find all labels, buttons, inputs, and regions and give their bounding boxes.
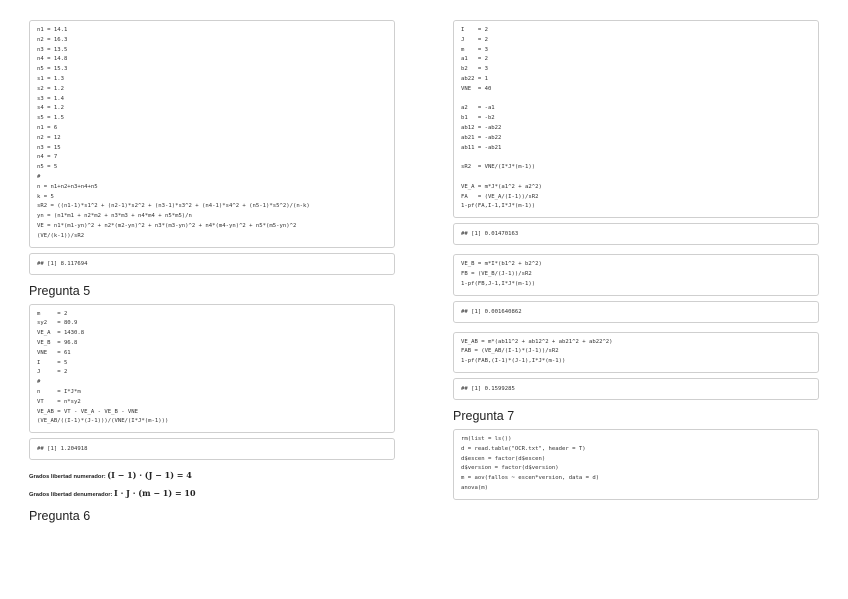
- code-output: ## [1] 0.01470163: [453, 223, 819, 245]
- code-block: [29, 304, 395, 434]
- code-line: b1 = -b2: [461, 115, 495, 122]
- code-line: a1 = 2: [461, 56, 488, 63]
- code-line: n5 = 5: [37, 164, 58, 171]
- math-formula: (I − 1) · (J − 1) = 4: [107, 470, 192, 481]
- code-line: s4 = 1.2: [37, 105, 64, 112]
- code-line: ab21 = -ab22: [461, 134, 502, 141]
- code-line: m = aov(fallos ~ escen*version, data = d): [461, 475, 600, 482]
- code-line: J = 2: [461, 36, 488, 43]
- code-line: 1-pf(FA,I-1,I*J*(m-1)): [461, 203, 536, 210]
- code-line: a2 = -a1: [461, 105, 495, 112]
- code-line: s1 = 1.3: [37, 75, 64, 82]
- degrees-freedom-denominator: [29, 487, 395, 501]
- code-line: #: [37, 379, 41, 386]
- code-output: ## [1] 8.117694: [29, 253, 395, 275]
- code-line: FA = (VE_A/(I-1))/sR2: [461, 193, 539, 200]
- code-line: I = 2: [461, 27, 488, 33]
- code-block: [453, 254, 819, 295]
- code-line: VE_AB = m*(ab11^2 + ab12^2 + ab21^2 + ab22^2): [461, 338, 613, 345]
- code-line: VE_B = m*I*(b1^2 + b2^2): [461, 261, 542, 268]
- code-line: n = I*J*m: [37, 388, 81, 395]
- code-output: ## [1] 0.001640862: [453, 301, 819, 323]
- code-block: [453, 332, 819, 373]
- code-line: k = 5: [37, 193, 54, 200]
- code-line: (VE_AB/((I-1)*(J-1)))/(VNE/(I*J*(m-1))): [37, 418, 169, 425]
- left-column: [29, 20, 395, 529]
- code-line: sR2 = VNE/(I*J*(m-1)): [461, 164, 536, 171]
- code-line: [461, 173, 811, 183]
- note-label: Grados libertad denumerador:: [29, 492, 115, 499]
- code-line: VNE = 40: [461, 85, 492, 92]
- code-line: sR2 = ((n1-1)*s1^2 + (n2-1)*s2^2 + (n3-1)*s3^2 + (n4-1)*s4^2 + (n5-1)*s5^2)/(n-k): [37, 203, 310, 210]
- code-line: d$version = factor(d$version): [461, 465, 559, 472]
- code-block: [453, 429, 819, 500]
- note-label: Grados libertad numerador:: [29, 474, 108, 481]
- code-line: m = 2: [37, 310, 68, 317]
- code-line: [461, 153, 811, 163]
- code-line: s2 = 1.2: [37, 85, 64, 92]
- degrees-freedom-numerator: [29, 469, 395, 483]
- section-heading: Pregunta 7: [453, 408, 515, 423]
- right-column: [453, 20, 819, 505]
- code-line: d = read.table("OCR.txt", header = T): [461, 445, 586, 452]
- code-line: 1-pf(FAB,(I-1)*(J-1),I*J*(m-1)): [461, 358, 566, 365]
- code-line: m = 3: [461, 46, 488, 53]
- code-line: s3 = 1.4: [37, 95, 64, 102]
- code-line: ab12 = -ab22: [461, 124, 502, 131]
- code-line: n1 = 6: [37, 124, 58, 131]
- code-line: VE_A = 1430.8: [37, 330, 85, 337]
- section-heading: Pregunta 6: [29, 509, 91, 524]
- code-line: n3 = 15: [37, 144, 61, 151]
- code-line: rm(list = ls()): [461, 435, 512, 442]
- code-line: n2 = 16.3: [37, 36, 68, 43]
- code-line: anova(m): [461, 484, 488, 491]
- code-line: [461, 95, 811, 105]
- code-line: n4 = 14.8: [37, 56, 68, 63]
- code-line: n4 = 7: [37, 154, 58, 161]
- code-line: n = n1+n2+n3+n4+n5: [37, 183, 98, 190]
- math-formula: I · J · (m − 1) = 10: [114, 488, 196, 499]
- code-line: n2 = 12: [37, 134, 61, 141]
- code-line: I = 5: [37, 359, 68, 366]
- code-line: n1 = 14.1: [37, 27, 68, 33]
- code-line: #: [37, 173, 41, 180]
- code-line: s5 = 1.5: [37, 115, 64, 122]
- code-line: ab11 = -ab21: [461, 144, 502, 151]
- code-line: b2 = 3: [461, 66, 488, 73]
- code-line: (VE/(k-1))/sR2: [37, 232, 85, 239]
- section-heading: Pregunta 5: [29, 283, 91, 298]
- code-block: [453, 20, 819, 218]
- code-line: FAB = (VE_AB/(I-1)*(J-1))/sR2: [461, 348, 559, 355]
- code-line: J = 2: [37, 369, 68, 376]
- code-line: VE_B = 96.8: [37, 339, 78, 346]
- code-line: VE = n1*(m1-yn)^2 + n2*(m2-yn)^2 + n3*(m3-yn)^2 + n4*(m4-yn)^2 + n5*(m5-yn)^2: [37, 222, 297, 229]
- code-output: ## [1] 1.204918: [29, 438, 395, 460]
- code-line: VE_AB = VT - VE_A - VE_B - VNE: [37, 408, 139, 415]
- code-line: VT = n*sy2: [37, 398, 81, 405]
- code-line: n3 = 13.5: [37, 46, 68, 53]
- code-block: [29, 20, 395, 248]
- code-line: ab22 = 1: [461, 75, 488, 82]
- code-line: FB = (VE_B/(J-1))/sR2: [461, 270, 532, 277]
- code-line: VNE = 61: [37, 349, 71, 356]
- code-line: VE_A = m*J*(a1^2 + a2^2): [461, 183, 542, 190]
- code-output: ## [1] 0.1599285: [453, 378, 819, 400]
- code-line: yn = (n1*m1 + n2*m2 + n3*m3 + n4*m4 + n5*m5)/n: [37, 213, 192, 220]
- code-line: n5 = 15.3: [37, 66, 68, 73]
- code-line: 1-pf(FB,J-1,I*J*(m-1)): [461, 280, 536, 287]
- code-line: d$escen = factor(d$escen): [461, 455, 546, 462]
- code-line: sy2 = 80.9: [37, 320, 78, 327]
